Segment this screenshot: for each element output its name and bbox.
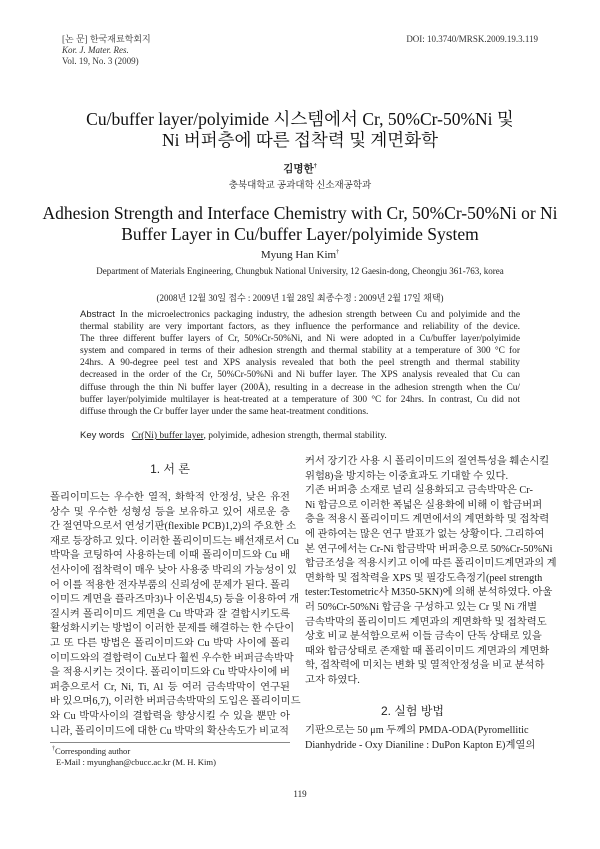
text-line: 합금조성을 적용시키고 이에 따른 폴리이미드계면과의 계 (305, 558, 557, 570)
dagger-mark: † (52, 746, 55, 753)
author-name: 김명한 (283, 164, 314, 175)
abstract-label: Abstract (80, 309, 115, 320)
footnote (52, 746, 216, 768)
doi: DOI: 10.3740/MRSK.2009.19.3.119 (406, 34, 538, 44)
text-line: 위험8)을 방지하는 이중효과도 기대할 수 있다. (305, 470, 509, 482)
text-line: 재로 등장하고 있다. 이러한 폴리이미드는 배선재로서 Cu (50, 535, 299, 547)
text-line: diffuse through the thin Ni buffer layer (200Å), resulting in a decrease in the adhesion strength when the Cu/ (80, 382, 520, 393)
text-line: 간 절연막으로서 연성기판(flexible PCB)1,2)의 주요한 소 (50, 521, 297, 533)
text-line: 와 Cu 박막사이의 결합력을 향상시킬 수 있을 뿐만 아 (50, 710, 290, 722)
text-line: 면화학 및 접착력을 XPS 및 필강도측정기(peel strength (305, 572, 543, 584)
journal-line: [논 문] 한국재료학회지 (62, 34, 151, 44)
text-line: 24hrs. A 90-degree peel test and XPS analysis revealed that both the peel strength and thermal stability (80, 358, 520, 369)
text-line: 에 관하여는 많은 연구 발표가 없는 상황이다. 그리하여 (305, 528, 545, 540)
journal-volume: Vol. 19, No. 3 (2009) (62, 56, 139, 66)
text-line: 니라, 폴리이미드에 대한 Cu 박막의 확산속도가 비교적 (50, 725, 289, 737)
korean-affiliation: 충북대학교 공과대학 신소재공학과 (228, 181, 372, 191)
footnote-label: Corresponding author (55, 746, 131, 756)
text-line: 본 연구에서는 Cr-Ni 합금박막 버퍼층으로 50%Cr-50%Ni (305, 543, 553, 555)
text-line: 금속박막의 폴리이미드 계면과의 계면화학 및 접착력도 (305, 616, 547, 628)
text-line: 상호 비교 분석함으로써 이들 금속이 단독 상태로 있을 (305, 631, 542, 643)
department: Department of Materials Engineering, Chungbuk National University, 12 Gaesin-dong, Cheongju 361-763, korea (96, 266, 504, 276)
journal-abbr: Kor. J. Mater. Res. (62, 45, 129, 55)
text-line: 선사이에 접착력이 매우 낮아 사용중 박리의 가능성이 있 (50, 564, 297, 576)
section-2-heading: 2. 실험 방법 (380, 704, 445, 718)
text-line: 어 이를 적용한 전자부품의 신뢰성에 문제가 된다. 폴리 (50, 579, 290, 591)
text-line: diffuse through the Cr buffer layer under the same heat-treatment conditions. (80, 406, 369, 417)
text-line: 고 또 다른 방법은 폴리이미드와 Cu 박막 사이에 폴리 (50, 637, 290, 649)
text-line: The three different buffer layers of Cr, 50%Cr-50%Ni, and Ni were adopted in a Cu/buffer layer/polyimide (80, 334, 520, 345)
text-line: decreased in the order of the Cr, 50%Cr-50%Ni and Ni buffer layer. The XPS analysis revealed that Cu can (80, 370, 520, 381)
left-column (50, 491, 301, 739)
english-title (0, 203, 600, 245)
section-1-heading: 1. 서 론 (150, 462, 190, 476)
korean-title (0, 109, 600, 151)
korean-author (0, 161, 600, 176)
text-line: buffer layer/polyimide multilayer is heat-treated at a temperature of 300 °C for 24hrs. In contrast, Cu did not (80, 394, 520, 405)
keywords-rest: , polyimide, adhesion strength, thermal stability. (203, 431, 387, 441)
text-line: Ni 합금으로 이러한 폭넓은 실용화에 비해 이 합금버퍼 (305, 499, 543, 511)
korean-title-line: Ni 버퍼층에 따른 접착력 및 계면화학 (161, 130, 439, 150)
text-line: system and compared in terms of their adhesion strength and thermal stability at a temperature of 300 °C for (80, 346, 520, 357)
abstract-text: In the microelectronics packaging industry, the adhesion strength between Cu and polyimide and the (119, 310, 520, 320)
text-line: 활성화시키는 방법이 이러한 문제를 해결하는 한 수단이 (50, 623, 295, 635)
english-author (0, 249, 600, 261)
text-line: 폴리이미드는 우수한 열적, 화학적 안정성, 낮은 유전 (50, 492, 290, 503)
text-line: 학, 접착력에 미치는 변화 및 열적안정성을 비교 분석하 (305, 660, 545, 672)
text-line: 바 있으며6,7), 이러한 버퍼금속박막의 도입은 폴리이미드 (50, 696, 301, 708)
keyword-underlined: Cr(Ni) buffer layer (131, 431, 204, 441)
journal-header (62, 34, 151, 67)
text-line: 을 적용시키는 것이다. 폴리이미드와 Cu 박막사이에 버 (50, 667, 290, 679)
footnote-divider (50, 742, 290, 743)
right-column (305, 455, 557, 689)
english-title-line: Adhesion Strength and Interface Chemistry with Cr, 50%Cr-50%Ni or Ni (42, 203, 558, 223)
keywords-label: Key words (80, 430, 125, 441)
english-title-line: Buffer Layer in Cu/buffer Layer/polyimide System (121, 224, 479, 244)
text-line: 기판으로는 50 μm 두께의 PMDA-ODA(Pyromellitic (305, 725, 529, 736)
text-line: 러 50%Cr-50%Ni 합금을 구성하고 있는 Cr 및 Ni 개별 (305, 601, 538, 613)
text-line: tester:Testometric사 M350-5KN)에 의해 분석하였다. 아울 (305, 587, 553, 599)
text-line: Dianhydride - Oxy Dianiline : DuPon Kapton E)계열의 (305, 739, 536, 751)
text-line: 고자 하였다. (305, 674, 360, 686)
received-dates: (2008년 12월 30일 접수 : 2009년 1월 28일 최종수정 : 2009년 2월 17일 채택) (156, 293, 444, 303)
text-line (80, 309, 520, 321)
text-line: 질시켜 폴리이미드 계면을 Cu 박막과 잘 결합시키도록 (50, 608, 290, 620)
text-line: 이미드와의 결합력이 Cu보다 훨씬 우수한 버퍼금속박막 (50, 652, 294, 664)
page-number: 119 (293, 789, 307, 799)
dagger-mark: † (313, 163, 317, 170)
section-2-text (305, 724, 536, 753)
text-line: 기존 버퍼층 소재로 널리 실용화되고 금속박막은 Cr- (305, 485, 533, 497)
text-line: 커서 장기간 사용 시 폴리이미드의 절연특성을 훼손시킬 (305, 456, 550, 467)
abstract (80, 309, 520, 418)
text-line: 때와 합금상태로 존재할 때 폴리이미드 계면과의 계면화 (305, 645, 550, 657)
dagger-mark: † (336, 249, 340, 256)
korean-title-line: Cu/buffer layer/polyimide 시스템에서 Cr, 50%Cr-50%Ni 및 (86, 109, 514, 129)
text-line: 퍼층으로서 Cr, Ni, Ti, Al 등 여러 금속박막이 연구된 (50, 681, 290, 693)
author-name: Myung Han Kim (260, 249, 337, 261)
text-line: thermal stability are very important factors, as they influence the performance and reliability of the device. (80, 322, 520, 333)
text-line: 층을 적용시 폴리이미드 계면에서의 계면화학 및 접착력 (305, 514, 550, 526)
text-line: 박막을 코팅하여 사용하는데 이때 폴리이미드와 Cu 배 (50, 550, 290, 562)
text-line: 이미드 계면을 플라즈마3)나 이온빔4,5) 등을 이용하여 개 (50, 594, 300, 606)
footnote-email: E-Mail : myunghan@cbucc.ac.kr (M. H. Kim) (56, 757, 216, 767)
keywords (80, 430, 387, 442)
text-line: 상수 및 우수한 성형성 등을 보유하고 있어 새로운 층 (50, 506, 290, 518)
